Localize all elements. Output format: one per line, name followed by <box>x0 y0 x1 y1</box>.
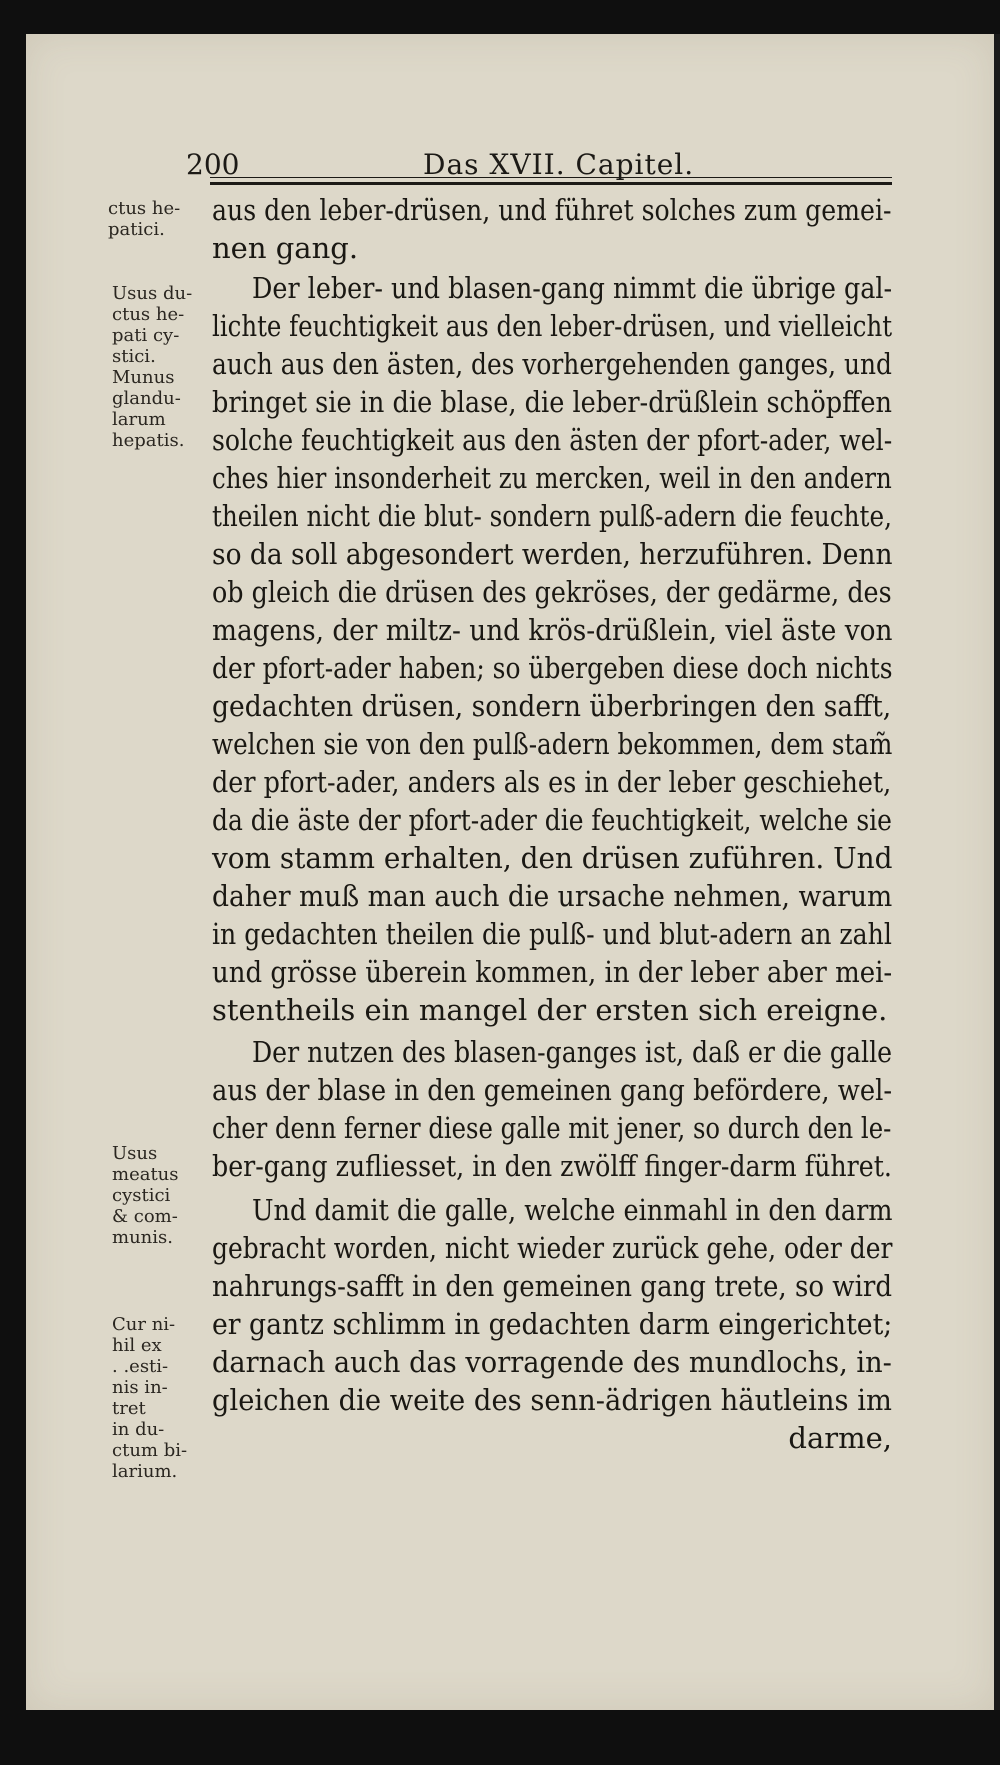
text-line: nen gang. <box>212 231 359 265</box>
text-line: in gedachten theilen die pulß- und blut-adern an zahl <box>212 917 892 951</box>
text-line: ber-gang zufliesset, in den zwölff finger-darm führet. <box>212 1149 892 1183</box>
text-line: welchen sie von den pulß-adern bekommen, dem stam̃ <box>212 727 893 761</box>
text-line: solche feuchtigkeit aus den ästen der pfort-ader, wel- <box>212 423 893 457</box>
text-line: der pfort-ader haben; so übergeben diese doch nichts <box>212 651 893 685</box>
margin-note: Cur ni- hil ex . .esti- nis in- tret in du- ctum bi- larium. <box>112 1314 188 1482</box>
header-rule <box>210 182 892 185</box>
text-line: gleichen die weite des senn-ädrigen häutleins im <box>212 1383 892 1417</box>
header-rule-thin <box>210 177 892 178</box>
text-line: Und damit die galle, welche einmahl in den darm <box>252 1193 893 1227</box>
text-line: und grösse überein kommen, in der leber aber mei- <box>212 955 893 989</box>
text-line: lichte feuchtigkeit aus den leber-drüsen, und vielleicht <box>212 309 893 343</box>
text-line: bringet sie in die blase, die leber-drüßlein schöpffen <box>212 385 892 419</box>
page-number: 200 <box>186 148 240 181</box>
text-line: Der leber- und blasen-gang nimmt die übrige gal- <box>252 271 893 305</box>
text-line: auch aus den ästen, des vorhergehenden ganges, und <box>212 347 892 381</box>
text-line: der pfort-ader, anders als es in der leber geschiehet, <box>212 765 892 799</box>
text-line: ob gleich die drüsen des gekröses, der gedärme, des <box>212 575 892 609</box>
text-line: darnach auch das vorragende des mundlochs, in- <box>212 1345 892 1379</box>
text-line: da die äste der pfort-ader die feuchtigkeit, welche sie <box>212 803 892 837</box>
text-line: magens, der miltz- und krös-drüßlein, viel äste von <box>212 613 893 647</box>
text-line: stentheils ein mangel der ersten sich ereigne. <box>212 993 888 1027</box>
text-line: gedachten drüsen, sondern überbringen den safft, <box>212 689 892 723</box>
text-line: Der nutzen des blasen-ganges ist, daß er die galle <box>252 1035 893 1069</box>
text-line: daher muß man auch die ursache nehmen, warum <box>212 879 893 913</box>
text-line: so da soll abgesondert werden, herzuführen. Denn <box>212 537 893 571</box>
margin-note: ctus he- patici. <box>108 198 181 240</box>
page-edge <box>994 34 1000 1710</box>
text-line: er gantz schlimm in gedachten darm eingerichtet; <box>212 1307 893 1341</box>
page-header <box>186 142 886 182</box>
text-line: cher denn ferner diese galle mit jener, so durch den le- <box>212 1111 892 1145</box>
margin-note: Usus du- ctus he- pati cy- stici. Munus glandu- larum hepatis. <box>112 283 193 451</box>
text-line: ches hier insonderheit zu mercken, weil in den andern <box>212 461 892 495</box>
running-head: Das XVII. Capitel. <box>423 148 695 181</box>
text-line: gebracht worden, nicht wieder zurück gehe, oder der <box>212 1231 893 1265</box>
text-line: theilen nicht die blut- sondern pulß-adern die feuchte, <box>212 499 892 533</box>
text-line: vom stamm erhalten, den drüsen zuführen. Und <box>212 841 893 875</box>
margin-note: Usus meatus cystici & com- munis. <box>112 1143 179 1248</box>
text-line: nahrungs-safft in den gemeinen gang trete, so wird <box>212 1269 893 1303</box>
text-line: aus den leber-drüsen, und führet solches zum gemei- <box>212 193 892 227</box>
text-line: aus der blase in den gemeinen gang befördere, wel- <box>212 1073 893 1107</box>
text-line: darme, <box>788 1421 892 1455</box>
